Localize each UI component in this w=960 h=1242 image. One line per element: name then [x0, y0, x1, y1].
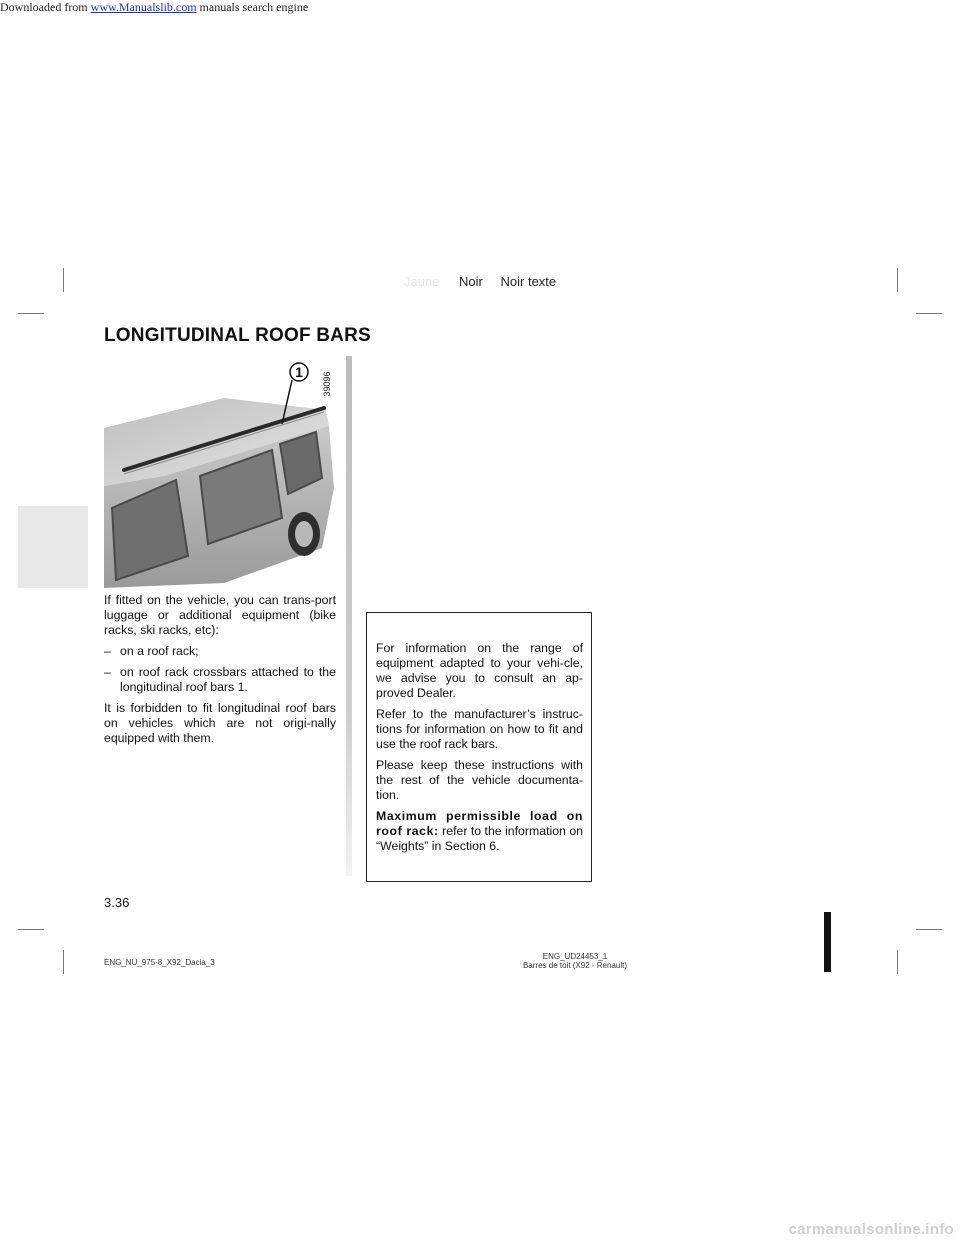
color-separation-header	[404, 274, 556, 289]
footer-right-code: ENG_UD24453_1 Barres de toit (X92 - Renault)	[522, 952, 628, 970]
note-paragraph: Please keep these instructions with the rest of the vehicle documenta-tion.	[376, 758, 583, 802]
section-side-tab	[18, 506, 88, 588]
footer-left-code: ENG_NU_975-8_X92_Dacia_3	[104, 958, 215, 967]
crop-mark	[63, 950, 64, 974]
list-item-text: on roof rack crossbars attached to the longitudinal roof bars 1.	[120, 665, 336, 694]
manualslib-link[interactable]: www.Manualslib.com	[90, 0, 197, 14]
max-load-label: Maximum permissible load on roof rack:	[376, 809, 583, 838]
watermark: carmanualsonline.info	[788, 1221, 954, 1238]
warning-paragraph: It is forbidden to fit longitudinal roof bars on vehicles which are not origi-nally equipped with them.	[104, 701, 336, 745]
roof-bars-illustration	[104, 358, 336, 588]
list-dash: –	[104, 644, 111, 658]
color-noir-texte: Noir texte	[500, 274, 557, 289]
page-number: 3.36	[104, 895, 130, 910]
crop-mark	[916, 929, 942, 930]
list-item	[104, 665, 336, 695]
note-paragraph: For information on the range of equipment adapted to your vehi-cle, we advise you to consult an ap-proved Dealer.	[376, 641, 583, 700]
list-item	[104, 644, 336, 659]
crop-mark	[897, 950, 898, 974]
list-item-text: on a roof rack;	[120, 644, 199, 658]
crop-mark	[18, 313, 44, 314]
crop-mark	[18, 929, 44, 930]
crop-mark	[916, 313, 942, 314]
figure-code: 39096	[322, 371, 332, 397]
note-paragraph: Refer to the manufacturer’s instruc-tions for information on how to fit and use the roof rack bars.	[376, 707, 583, 751]
note-paragraph	[376, 809, 583, 854]
color-jaune: Jaune	[404, 274, 440, 289]
callout-number: 1	[295, 364, 303, 380]
crop-mark	[63, 268, 64, 292]
column-divider	[346, 356, 352, 876]
download-banner: Downloaded from www.Manualslib.com manuals search engine	[0, 0, 309, 14]
crop-mark	[897, 268, 898, 292]
car-illustration	[104, 358, 336, 588]
body-text	[104, 593, 336, 752]
page-title: LONGITUDINAL ROOF BARS	[104, 325, 371, 346]
information-box	[366, 612, 592, 882]
intro-paragraph: If fitted on the vehicle, you can trans-port luggage or additional equipment (bike racks, ski racks, etc):	[104, 593, 336, 637]
max-load-text: refer to the information on “Weights” in Section 6.	[376, 824, 583, 853]
section-bar-mark	[824, 912, 831, 972]
list-dash: –	[104, 665, 111, 679]
color-noir: Noir	[459, 274, 483, 289]
